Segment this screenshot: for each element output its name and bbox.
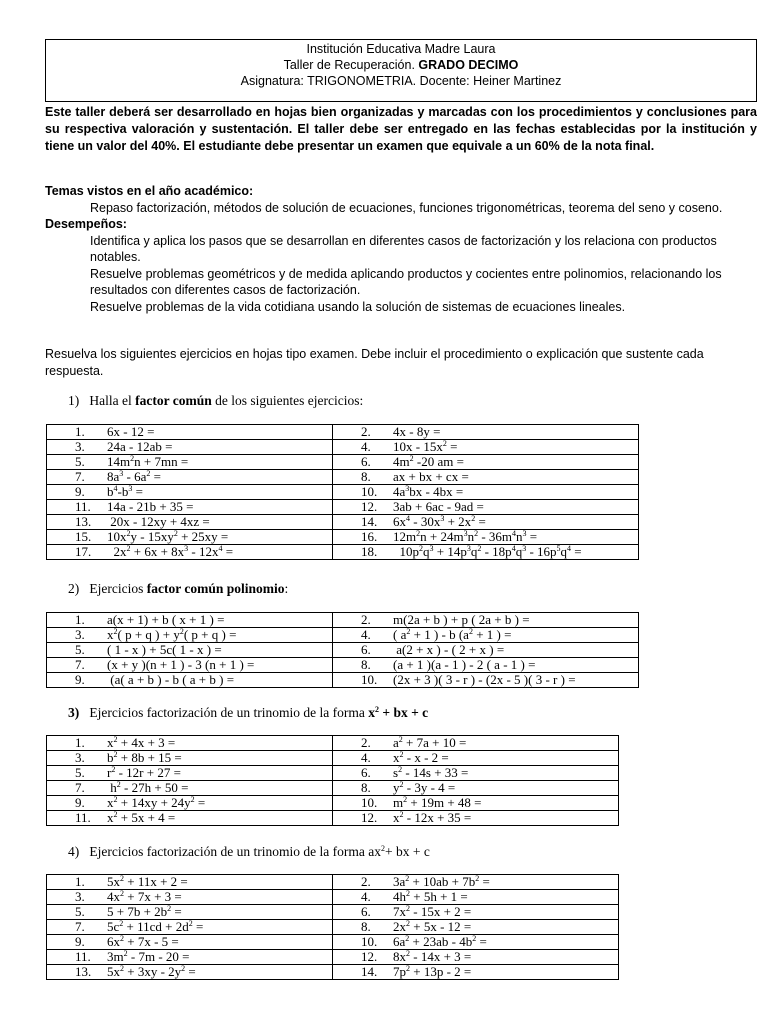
- exercise-cell: 8. ax + bx + cx =: [333, 470, 639, 485]
- exercise-number: 1.: [75, 612, 85, 627]
- exercise-cell: 9. $x^2 + 14xy + 24y^2$ =: [47, 796, 333, 811]
- exercise-number: 1.: [75, 424, 85, 439]
- intro-paragraph: Este taller deberá ser desarrollado en hojas bien organizadas y marcadas con los procedimientos y conclusiones para su respectiva valoración y sustentación. El taller debe ser entregado en las fechas establecidas por la institución y tiene un valor del 40%. El estudiante debe presentar un examen que equivale a un 60% de la nota final.: [45, 105, 757, 153]
- exercise-number: 7.: [75, 780, 85, 795]
- exercise-number: 8.: [361, 657, 371, 672]
- exercise-number: 14.: [361, 964, 378, 979]
- exercise-cell: 1. 6x - 12 =: [47, 425, 333, 440]
- exercise-number: 13.: [75, 514, 92, 529]
- q2-number: 2): [68, 581, 80, 596]
- temas-heading: Temas vistos en el año académico:: [45, 184, 254, 198]
- table-row: [47, 935, 619, 950]
- exercise-number: 10.: [361, 934, 378, 949]
- q1-number: 1): [68, 393, 80, 408]
- subject-teacher: Asignatura: TRIGONOMETRIA. Docente: Heiner Martinez: [240, 74, 562, 88]
- table-row: [47, 485, 639, 500]
- q2-table: [46, 612, 639, 688]
- exercise-number: 11.: [75, 499, 91, 514]
- exercise-number: 9.: [75, 672, 85, 687]
- table-row: [47, 455, 639, 470]
- workshop-title: [46, 57, 756, 73]
- exercise-number: 5.: [75, 765, 85, 780]
- exercise-number: 9.: [75, 934, 85, 949]
- exercise-cell: 8. $2x^2 + 5x - 12$ =: [333, 920, 619, 935]
- exercise-number: 7.: [75, 657, 85, 672]
- exercise-number: 4.: [361, 750, 371, 765]
- exercise-number: 2.: [361, 735, 371, 750]
- exercise-cell: 3. $4x^2 + 7x + 3$ =: [47, 890, 333, 905]
- exercise-number: 2.: [361, 874, 371, 889]
- q1-table: [46, 424, 639, 560]
- exercise-number: 5.: [75, 454, 85, 469]
- exercise-number: 14.: [361, 514, 378, 529]
- q4-pre: Ejercicios factorización de un trinomio de la forma $ax^2+$ bx + c: [89, 844, 430, 859]
- temas-text: Repaso factorización, métodos de solución de ecuaciones, funciones trigonométricas, teorema del seno y coseno.: [90, 200, 723, 215]
- exercise-number: 1.: [75, 735, 85, 750]
- exercise-number: 16.: [361, 529, 378, 544]
- exercise-cell: 12. $x^2 - 12x + 35$ =: [333, 811, 619, 826]
- exercise-cell: 8. (a + 1 )(a - 1 ) - 2 ( a - 1 ) =: [333, 658, 639, 673]
- q3-pre: Ejercicios factorización de un trinomio de la forma: [89, 705, 369, 720]
- table-row: [47, 950, 619, 965]
- desempenos-heading: Desempeños:: [45, 217, 127, 231]
- exercise-cell: 14. $6x^4 - 30x^3 + 2x^2$ =: [333, 515, 639, 530]
- exercise-cell: 3. $x^2$( p + q ) + $y^2$( p + q ) =: [47, 628, 333, 643]
- q2-bold: factor común polinomio: [146, 581, 285, 596]
- exercise-number: 6.: [361, 765, 371, 780]
- exercise-cell: 4. $10x - 15x^2$ =: [333, 440, 639, 455]
- table-row: [47, 811, 619, 826]
- temas-section: [45, 183, 757, 315]
- institution-name: Institución Educativa Madre Laura: [306, 42, 496, 56]
- table-row: [47, 965, 619, 980]
- exercise-cell: 10. $m^2 + 19m + 48$ =: [333, 796, 619, 811]
- exercise-cell: 1. a(x + 1) + b ( x + 1 ) =: [47, 613, 333, 628]
- exercise-cell: 2. $a^2 + 7a + 10$ =: [333, 736, 619, 751]
- q1-pre: Halla el: [89, 393, 136, 408]
- exercise-cell: 7. $8a^3 - 6a^2$ =: [47, 470, 333, 485]
- desempeno-item: Identifica y aplica los pasos que se desarrollan en diferentes casos de factorización y los relaciona con productos notables.: [90, 233, 717, 264]
- exercise-number: 15.: [75, 529, 92, 544]
- exercise-cell: 7. $h^2 - 27h + 50$ =: [47, 781, 333, 796]
- exercise-number: 5.: [75, 904, 85, 919]
- exercise-cell: 10. (2x + 3 )( 3 - r ) - (2x - 5 )( 3 - r ) =: [333, 673, 639, 688]
- exercise-cell: 10. $6a^2 + 23ab - 4b^2$ =: [333, 935, 619, 950]
- exercise-cell: 2. 4x - 8y =: [333, 425, 639, 440]
- q4-number: 4): [68, 844, 80, 859]
- table-row: [47, 530, 639, 545]
- exercise-number: 12.: [361, 499, 378, 514]
- table-row: [47, 425, 639, 440]
- table-row: [47, 920, 619, 935]
- exercise-cell: 3. 24a - 12ab =: [47, 440, 333, 455]
- table-row: [47, 875, 619, 890]
- exercise-number: 3.: [75, 627, 85, 642]
- exercise-number: 12.: [361, 949, 378, 964]
- exercise-cell: 9. (a( a + b ) - b ( a + b ) =: [47, 673, 333, 688]
- exercise-cell: 7. (x + y )(n + 1 ) - 3 (n + 1 ) =: [47, 658, 333, 673]
- exercise-number: 13.: [75, 964, 92, 979]
- q4-title: [68, 844, 430, 860]
- document-header: [45, 39, 757, 102]
- exercise-cell: 13. 20x - 12xy + 4xz =: [47, 515, 333, 530]
- table-row: [47, 781, 619, 796]
- exercise-cell: 18. $10p^2q^3 + 14p^3q^2 - 18p^4q^3 - 16p^5q^4$ =: [333, 545, 639, 560]
- exercise-number: 2.: [361, 424, 371, 439]
- q3-table: [46, 735, 619, 826]
- exercise-number: 1.: [75, 874, 85, 889]
- instructions: Resuelva los siguientes ejercicios en hojas tipo examen. Debe incluir el procedimiento o explicación que sustente cada respuesta.: [45, 347, 704, 378]
- exercise-cell: 12. $8x^2 - 14x + 3$ =: [333, 950, 619, 965]
- exercise-cell: 11. $x^2 + 5x + 4$ =: [47, 811, 333, 826]
- exercise-number: 10.: [361, 672, 378, 687]
- exercise-cell: 5. $r^2 - 12r + 27$ =: [47, 766, 333, 781]
- q3-number: 3): [68, 705, 80, 720]
- table-row: [47, 470, 639, 485]
- exercise-cell: 5. ( 1 - x ) + 5c( 1 - x ) =: [47, 643, 333, 658]
- table-row: [47, 440, 639, 455]
- exercise-number: 3.: [75, 889, 85, 904]
- exercise-cell: 7. $5c^2 + 11cd + 2d^2$ =: [47, 920, 333, 935]
- exercise-number: 2.: [361, 612, 371, 627]
- exercise-number: 9.: [75, 484, 85, 499]
- table-row: [47, 545, 639, 560]
- q1-post: de los siguientes ejercicios:: [211, 393, 364, 408]
- q1-bold: factor común: [135, 393, 212, 408]
- q2-post: :: [284, 581, 289, 596]
- exercise-number: 4.: [361, 627, 371, 642]
- exercise-number: 8.: [361, 469, 371, 484]
- exercise-cell: 13. $5x^2 + 3xy - 2y^2$ =: [47, 965, 333, 980]
- q2-pre: Ejercicios: [89, 581, 147, 596]
- exercise-cell: 6. $7x^2 - 15x + 2$ =: [333, 905, 619, 920]
- exercise-number: 6.: [361, 904, 371, 919]
- exercise-number: 8.: [361, 919, 371, 934]
- grade-level: GRADO DECIMO: [418, 58, 519, 72]
- exercise-number: 12.: [361, 810, 378, 825]
- exercise-cell: 15. $10x^2y - 15xy^2 + 25xy$ =: [47, 530, 333, 545]
- exercise-cell: 14. $7p^2 + 13p - 2$ =: [333, 965, 619, 980]
- table-row: [47, 751, 619, 766]
- exercise-cell: 4. $x^2$ - x - 2 =: [333, 751, 619, 766]
- exercise-cell: 4. $4h^2 + 5h + 1$ =: [333, 890, 619, 905]
- exercise-number: 10.: [361, 484, 378, 499]
- exercise-number: 11.: [75, 810, 91, 825]
- q3-title: [68, 705, 428, 721]
- exercise-number: 5.: [75, 642, 85, 657]
- q2-title: [68, 581, 288, 597]
- exercise-number: 11.: [75, 949, 91, 964]
- exercise-number: 10.: [361, 795, 378, 810]
- exercise-cell: 11. 14a - 21b + 35 =: [47, 500, 333, 515]
- exercise-cell: 9. $6x^2 + 7x - 5$ =: [47, 935, 333, 950]
- exercise-cell: 2. m(2a + b ) + p ( 2a + b ) =: [333, 613, 639, 628]
- exercise-cell: 11. $3m^2 - 7m - 20$ =: [47, 950, 333, 965]
- table-row: [47, 766, 619, 781]
- q1-title: [68, 393, 363, 409]
- exercise-number: 6.: [361, 642, 371, 657]
- exercise-cell: 6. $s^2 - 14s + 33$ =: [333, 766, 619, 781]
- table-row: [47, 890, 619, 905]
- exercise-cell: 16. $12m^2n + 24m^3n^2 - 36m^4n^3$ =: [333, 530, 639, 545]
- exercise-cell: 3. $b^2 + 8b + 15$ =: [47, 751, 333, 766]
- exercise-cell: 5. $5 + 7b + 2b^2$ =: [47, 905, 333, 920]
- exercise-cell: 6. $4m^2$ -20 am =: [333, 455, 639, 470]
- table-row: [47, 658, 639, 673]
- exercise-number: 3.: [75, 439, 85, 454]
- exercise-number: 7.: [75, 469, 85, 484]
- exercise-number: 9.: [75, 795, 85, 810]
- desempeno-item: Resuelve problemas geométricos y de medida aplicando productos y cocientes entre polinomios, relacionando los resultados con diferentes casos de factorización.: [90, 266, 722, 297]
- exercise-cell: 12. 3ab + 6ac - 9ad =: [333, 500, 639, 515]
- table-row: [47, 643, 639, 658]
- exercise-cell: 2. $3a^2 + 10ab + 7b^2$ =: [333, 875, 619, 890]
- table-row: [47, 796, 619, 811]
- workshop-title-text: Taller de Recuperación.: [283, 58, 419, 72]
- table-row: [47, 613, 639, 628]
- table-row: [47, 628, 639, 643]
- exercise-cell: 9. $b^4-b^3$ =: [47, 485, 333, 500]
- exercise-cell: 4. ( $a^2 + 1$ ) - b ($a^2 + 1$ ) =: [333, 628, 639, 643]
- table-row: [47, 515, 639, 530]
- desempeno-item: Resuelve problemas de la vida cotidiana usando la solución de sistemas de ecuaciones lineales.: [90, 299, 626, 314]
- exercise-cell: 17. $2x^2 + 6x + 8x^3 - 12x^4$ =: [47, 545, 333, 560]
- exercise-cell: 1. $5x^2 + 11x + 2$ =: [47, 875, 333, 890]
- table-row: [47, 673, 639, 688]
- q3-bold: $x^2$ + bx + c: [368, 705, 429, 720]
- exercise-number: 7.: [75, 919, 85, 934]
- q4-table: [46, 874, 619, 980]
- exercise-cell: 8. $y^2 - 3y - 4$ =: [333, 781, 619, 796]
- exercise-number: 3.: [75, 750, 85, 765]
- table-row: [47, 905, 619, 920]
- table-row: [47, 736, 619, 751]
- exercise-number: 17.: [75, 544, 92, 559]
- exercise-number: 4.: [361, 439, 371, 454]
- exercise-number: 6.: [361, 454, 371, 469]
- exercise-number: 8.: [361, 780, 371, 795]
- exercise-cell: 1. $x^2 + 4x + 3$ =: [47, 736, 333, 751]
- exercise-cell: 5. $14m^2n + 7mn$ =: [47, 455, 333, 470]
- exercise-cell: 10. $4a^3bx - 4bx$ =: [333, 485, 639, 500]
- exercise-cell: 6. a(2 + x ) - ( 2 + x ) =: [333, 643, 639, 658]
- exercise-number: 4.: [361, 889, 371, 904]
- exercise-number: 18.: [361, 544, 378, 559]
- table-row: [47, 500, 639, 515]
